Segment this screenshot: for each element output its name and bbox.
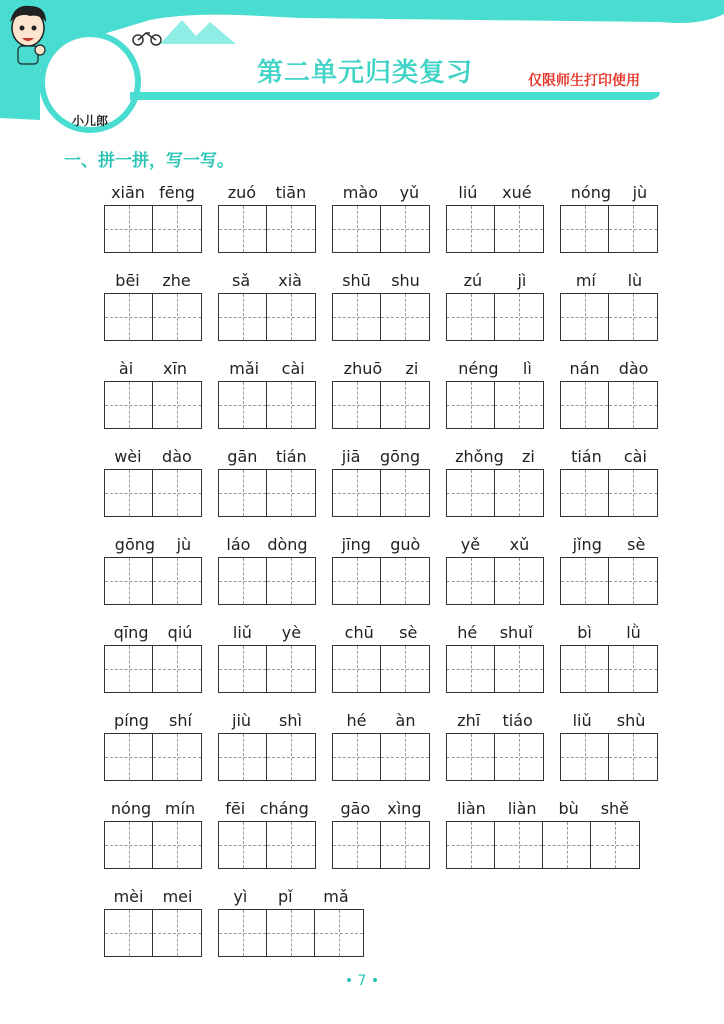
tianzige-cell[interactable] — [105, 206, 153, 252]
pinyin-syllable: fēi — [225, 798, 246, 818]
writing-boxes — [332, 381, 430, 429]
tianzige-cell[interactable] — [561, 646, 609, 692]
pinyin-label — [104, 884, 202, 908]
pinyin-label — [560, 532, 658, 556]
writing-boxes — [218, 645, 316, 693]
pinyin-syllable: hé — [346, 710, 367, 730]
pinyin-syllable: gāo — [340, 798, 371, 818]
pinyin-syllable: tián — [276, 446, 307, 466]
pinyin-syllable: jiā — [341, 446, 361, 466]
pinyin-syllable: zhǒng — [455, 446, 504, 466]
tianzige-cell[interactable] — [495, 470, 543, 516]
pinyin-syllable: píng — [114, 710, 149, 730]
pinyin-syllable: dòng — [267, 534, 308, 554]
pinyin-syllable: tiáo — [502, 710, 533, 730]
pinyin-syllable: zhī — [457, 710, 481, 730]
pinyin-label — [104, 180, 202, 204]
pinyin-syllable: liǔ — [232, 622, 252, 642]
tianzige-cell[interactable] — [333, 470, 381, 516]
writing-boxes — [104, 205, 202, 253]
writing-boxes — [446, 733, 544, 781]
mascot-boy-icon — [0, 0, 56, 70]
writing-boxes — [332, 645, 430, 693]
pinyin-syllable: àn — [395, 710, 416, 730]
tianzige-cell[interactable] — [609, 382, 657, 428]
writing-boxes — [104, 293, 202, 341]
tianzige-cell[interactable] — [219, 822, 267, 868]
pinyin-syllable: nóng — [570, 182, 612, 202]
tianzige-cell[interactable] — [609, 734, 657, 780]
tianzige-cell[interactable] — [591, 822, 639, 868]
pinyin-syllable: sè — [399, 622, 418, 642]
tianzige-cell[interactable] — [105, 646, 153, 692]
pinyin-syllable: mín — [164, 798, 196, 818]
tianzige-cell[interactable] — [219, 734, 267, 780]
pinyin-label — [218, 796, 316, 820]
pinyin-label — [218, 268, 316, 292]
tianzige-cell[interactable] — [153, 822, 201, 868]
tianzige-cell[interactable] — [333, 646, 381, 692]
tianzige-cell[interactable] — [105, 470, 153, 516]
writing-boxes — [218, 293, 316, 341]
pinyin-label — [446, 444, 544, 468]
tianzige-cell[interactable] — [561, 734, 609, 780]
tianzige-cell[interactable] — [153, 558, 201, 604]
pinyin-label — [560, 444, 658, 468]
tianzige-cell[interactable] — [267, 734, 315, 780]
pinyin-syllable: lì — [522, 358, 532, 378]
page-number: • 7 • — [344, 973, 380, 989]
pinyin-label — [560, 268, 658, 292]
print-notice: 仅限师生打印使用 — [528, 73, 640, 89]
pinyin-label — [332, 620, 430, 644]
tianzige-cell[interactable] — [315, 910, 363, 956]
tianzige-cell[interactable] — [105, 910, 153, 956]
tianzige-cell[interactable] — [609, 206, 657, 252]
tianzige-cell[interactable] — [219, 646, 267, 692]
pinyin-syllable: cài — [281, 358, 305, 378]
pinyin-label — [218, 444, 316, 468]
pinyin-syllable: gān — [227, 446, 258, 466]
pinyin-syllable: qīng — [113, 622, 149, 642]
pinyin-syllable: jiù — [232, 710, 252, 730]
tianzige-cell[interactable] — [609, 294, 657, 340]
tianzige-cell[interactable] — [381, 734, 429, 780]
pinyin-syllable: lǜ — [626, 622, 641, 642]
pinyin-syllable: mèi — [113, 886, 144, 906]
pinyin-syllable: xiān — [111, 182, 145, 202]
pinyin-syllable: nán — [569, 358, 600, 378]
tianzige-cell[interactable] — [267, 646, 315, 692]
writing-boxes — [560, 733, 658, 781]
pinyin-syllable: mei — [162, 886, 193, 906]
page-title: 第二单元归类复习 — [256, 58, 473, 88]
pinyin-label — [104, 708, 202, 732]
tianzige-cell[interactable] — [561, 206, 609, 252]
pinyin-syllable: láo — [226, 534, 251, 554]
pinyin-syllable: xǔ — [509, 534, 530, 554]
pinyin-syllable: mào — [342, 182, 378, 202]
tianzige-cell[interactable] — [153, 646, 201, 692]
tianzige-cell[interactable] — [381, 382, 429, 428]
writing-boxes — [560, 293, 658, 341]
pinyin-syllable: zú — [463, 270, 483, 290]
pinyin-syllable: wèi — [114, 446, 142, 466]
writing-boxes — [104, 909, 202, 957]
pinyin-label — [446, 708, 544, 732]
pinyin-syllable: dào — [162, 446, 192, 466]
tianzige-cell[interactable] — [447, 470, 495, 516]
pinyin-syllable: liú — [458, 182, 478, 202]
tianzige-cell[interactable] — [447, 646, 495, 692]
pinyin-syllable: shuǐ — [499, 622, 533, 642]
pinyin-syllable: mí — [575, 270, 596, 290]
tianzige-cell[interactable] — [447, 206, 495, 252]
tianzige-cell[interactable] — [495, 646, 543, 692]
pinyin-syllable: tiān — [275, 182, 307, 202]
tianzige-cell[interactable] — [381, 822, 429, 868]
pinyin-syllable: mǎi — [229, 358, 260, 378]
tianzige-cell[interactable] — [495, 206, 543, 252]
pinyin-syllable: yì — [233, 886, 248, 906]
tianzige-cell[interactable] — [561, 558, 609, 604]
pinyin-label — [332, 180, 430, 204]
tianzige-cell[interactable] — [219, 382, 267, 428]
pinyin-label — [218, 180, 316, 204]
writing-boxes — [218, 733, 316, 781]
tianzige-cell[interactable] — [153, 206, 201, 252]
tianzige-cell[interactable] — [333, 206, 381, 252]
tianzige-cell[interactable] — [333, 822, 381, 868]
pinyin-label — [332, 796, 430, 820]
pinyin-syllable: gōng — [379, 446, 421, 466]
tianzige-cell[interactable] — [333, 734, 381, 780]
pinyin-syllable: jǐng — [572, 534, 602, 554]
tianzige-cell[interactable] — [267, 558, 315, 604]
pinyin-syllable: yǔ — [399, 182, 420, 202]
pinyin-syllable: yě — [460, 534, 481, 554]
pinyin-label — [332, 532, 430, 556]
pinyin-label — [332, 708, 430, 732]
writing-boxes — [332, 205, 430, 253]
writing-boxes — [560, 557, 658, 605]
pinyin-syllable: fēng — [159, 182, 195, 202]
writing-boxes — [332, 733, 430, 781]
pinyin-syllable: dào — [618, 358, 649, 378]
pinyin-label — [218, 356, 316, 380]
pinyin-syllable: jù — [176, 534, 192, 554]
writing-boxes — [218, 821, 316, 869]
pinyin-label — [104, 532, 202, 556]
pinyin-label — [218, 532, 316, 556]
section-title: 一、拼一拼，写一写。 — [64, 151, 234, 171]
tianzige-cell[interactable] — [447, 734, 495, 780]
pinyin-label — [104, 356, 202, 380]
tianzige-cell[interactable] — [267, 910, 315, 956]
tianzige-cell[interactable] — [495, 558, 543, 604]
tianzige-cell[interactable] — [219, 470, 267, 516]
writing-boxes — [218, 909, 364, 957]
pinyin-label — [104, 620, 202, 644]
pinyin-label — [560, 620, 658, 644]
pinyin-syllable: lù — [627, 270, 643, 290]
pinyin-label — [560, 708, 658, 732]
pinyin-label — [332, 444, 430, 468]
pinyin-label — [560, 180, 658, 204]
pinyin-syllable: liàn — [507, 798, 537, 818]
tianzige-cell[interactable] — [219, 294, 267, 340]
writing-boxes — [560, 205, 658, 253]
writing-boxes — [446, 645, 544, 693]
pinyin-label — [218, 708, 316, 732]
pinyin-label — [218, 884, 364, 908]
pinyin-syllable: zuó — [227, 182, 257, 202]
pinyin-syllable: yè — [281, 622, 302, 642]
tianzige-cell[interactable] — [267, 822, 315, 868]
pinyin-syllable: shù — [616, 710, 646, 730]
pinyin-syllable: guò — [390, 534, 421, 554]
pinyin-syllable: zhuō — [343, 358, 383, 378]
pinyin-label — [104, 444, 202, 468]
writing-boxes — [446, 381, 544, 429]
tianzige-cell[interactable] — [381, 646, 429, 692]
pinyin-syllable: xìng — [387, 798, 422, 818]
pinyin-syllable: sǎ — [232, 270, 251, 290]
writing-boxes — [560, 645, 658, 693]
tianzige-cell[interactable] — [543, 822, 591, 868]
pinyin-label — [332, 268, 430, 292]
tianzige-cell[interactable] — [609, 646, 657, 692]
tianzige-cell[interactable] — [609, 558, 657, 604]
tianzige-cell[interactable] — [447, 558, 495, 604]
writing-boxes — [446, 469, 544, 517]
tianzige-cell[interactable] — [219, 206, 267, 252]
pinyin-syllable: shū — [342, 270, 371, 290]
writing-boxes — [332, 469, 430, 517]
pinyin-syllable: bù — [558, 798, 579, 818]
pinyin-syllable: cài — [623, 446, 647, 466]
pinyin-syllable: bēi — [115, 270, 140, 290]
pinyin-syllable: mǎ — [323, 886, 349, 906]
pinyin-syllable: ài — [118, 358, 134, 378]
pinyin-label — [446, 796, 640, 820]
pinyin-syllable: xià — [278, 270, 302, 290]
tianzige-cell[interactable] — [447, 294, 495, 340]
writing-boxes — [446, 205, 544, 253]
pinyin-label — [446, 356, 544, 380]
tianzige-cell[interactable] — [219, 910, 267, 956]
tianzige-cell[interactable] — [333, 294, 381, 340]
pinyin-syllable: pǐ — [277, 886, 293, 906]
writing-boxes — [332, 821, 430, 869]
writing-boxes — [104, 645, 202, 693]
writing-boxes — [218, 381, 316, 429]
tianzige-cell[interactable] — [333, 382, 381, 428]
pinyin-syllable: zhe — [162, 270, 191, 290]
pinyin-syllable: cháng — [259, 798, 309, 818]
tianzige-cell[interactable] — [153, 734, 201, 780]
tianzige-cell[interactable] — [561, 470, 609, 516]
tianzige-cell[interactable] — [267, 206, 315, 252]
tianzige-cell[interactable] — [105, 382, 153, 428]
tianzige-cell[interactable] — [495, 734, 543, 780]
tianzige-cell[interactable] — [495, 822, 543, 868]
pinyin-label — [446, 532, 544, 556]
tianzige-cell[interactable] — [381, 558, 429, 604]
tianzige-cell[interactable] — [105, 734, 153, 780]
tianzige-cell[interactable] — [267, 294, 315, 340]
pinyin-label — [446, 620, 544, 644]
tianzige-cell[interactable] — [561, 294, 609, 340]
tianzige-cell[interactable] — [219, 558, 267, 604]
tianzige-cell[interactable] — [153, 382, 201, 428]
pinyin-syllable: zi — [522, 446, 535, 466]
writing-boxes — [446, 557, 544, 605]
pinyin-syllable: xīn — [163, 358, 188, 378]
tianzige-cell[interactable] — [333, 558, 381, 604]
pinyin-syllable: liǔ — [572, 710, 592, 730]
tianzige-cell[interactable] — [153, 470, 201, 516]
tianzige-cell[interactable] — [153, 294, 201, 340]
pinyin-label — [560, 356, 658, 380]
pinyin-syllable: zi — [405, 358, 419, 378]
pinyin-syllable: gōng — [114, 534, 156, 554]
tianzige-cell[interactable] — [381, 470, 429, 516]
writing-boxes — [218, 205, 316, 253]
writing-boxes — [104, 381, 202, 429]
pinyin-label — [104, 796, 202, 820]
pinyin-syllable: jīng — [341, 534, 371, 554]
tianzige-cell[interactable] — [105, 822, 153, 868]
pinyin-syllable: shí — [169, 710, 192, 730]
pinyin-syllable: nóng — [110, 798, 152, 818]
pinyin-syllable: jì — [517, 270, 527, 290]
writing-boxes — [332, 293, 430, 341]
tianzige-cell[interactable] — [381, 206, 429, 252]
tianzige-cell[interactable] — [609, 470, 657, 516]
tianzige-cell[interactable] — [267, 470, 315, 516]
tianzige-cell[interactable] — [447, 382, 495, 428]
mascot-label: 小儿郎 — [71, 114, 108, 128]
tianzige-cell[interactable] — [153, 910, 201, 956]
tianzige-cell[interactable] — [267, 382, 315, 428]
pinyin-label — [332, 356, 430, 380]
writing-boxes — [104, 557, 202, 605]
tianzige-cell[interactable] — [447, 822, 495, 868]
pinyin-syllable: qiú — [167, 622, 193, 642]
pinyin-syllable: xué — [502, 182, 532, 202]
tianzige-cell[interactable] — [495, 382, 543, 428]
writing-boxes — [104, 469, 202, 517]
pinyin-label — [218, 620, 316, 644]
writing-boxes — [104, 821, 202, 869]
pinyin-syllable: shě — [600, 798, 630, 818]
writing-boxes — [446, 293, 544, 341]
pinyin-syllable: shu — [391, 270, 420, 290]
pinyin-syllable: jù — [632, 182, 648, 202]
pinyin-syllable: liàn — [456, 798, 486, 818]
pinyin-label — [446, 180, 544, 204]
writing-boxes — [218, 557, 316, 605]
writing-boxes — [218, 469, 316, 517]
tianzige-cell[interactable] — [105, 558, 153, 604]
writing-boxes — [560, 381, 658, 429]
tianzige-cell[interactable] — [105, 294, 153, 340]
pinyin-syllable: néng — [458, 358, 499, 378]
writing-boxes — [332, 557, 430, 605]
pinyin-label — [446, 268, 544, 292]
tianzige-cell[interactable] — [495, 294, 543, 340]
writing-boxes — [104, 733, 202, 781]
pinyin-syllable: tián — [571, 446, 602, 466]
writing-boxes — [446, 821, 640, 869]
tianzige-cell[interactable] — [381, 294, 429, 340]
writing-boxes — [560, 469, 658, 517]
pinyin-syllable: bì — [577, 622, 592, 642]
pinyin-label — [104, 268, 202, 292]
page-header — [0, 0, 724, 140]
tianzige-cell[interactable] — [561, 382, 609, 428]
pinyin-syllable: shì — [279, 710, 302, 730]
pinyin-syllable: chū — [344, 622, 374, 642]
pinyin-syllable: hé — [457, 622, 478, 642]
pinyin-syllable: sè — [627, 534, 646, 554]
